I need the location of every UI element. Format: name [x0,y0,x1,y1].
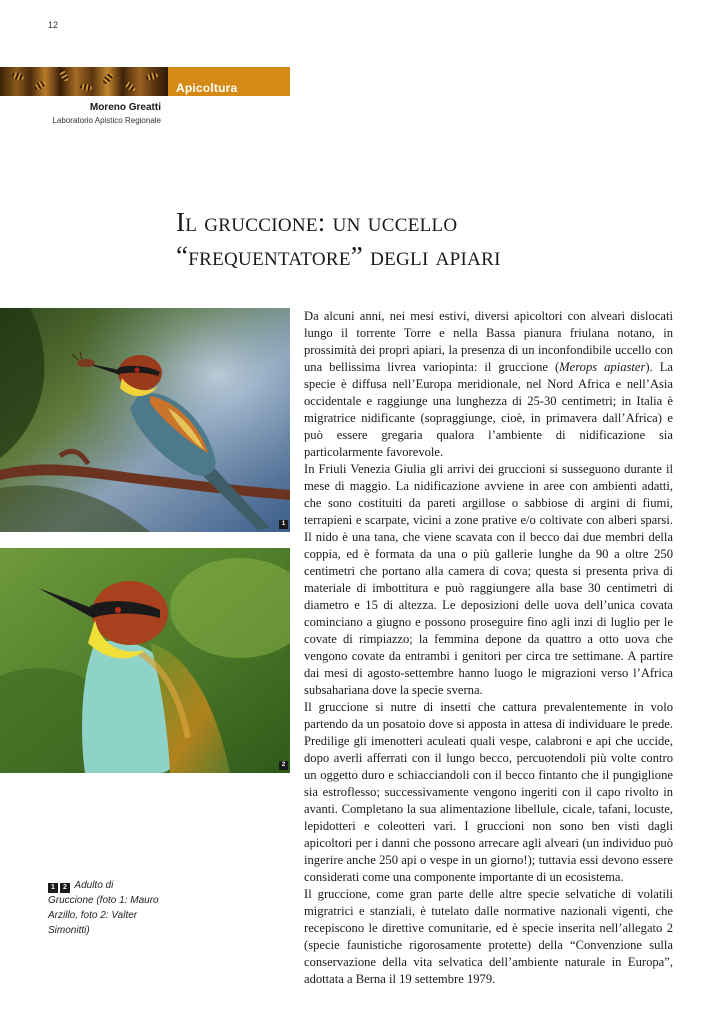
paragraph-3: Il gruccione si nutre di insetti che cattura prevalentemente in volo partendo da un posatoio dove si apposta in attesa di individuare le prede. Predilige gli imenotteri aculeati quali vespe, calabroni e api che uccide, dopo averli afferrati con il lungo becco, percuotendoli più volte contro un oggetto duro e schiacciandoli con il becco fintanto che il pungiglione sia estroflesso; successivamente vengono ingeriti con il capo rivolto in avanti. Completano la sua alimentazione libellule, cicale, tafani, locuste, lepidotteri e coleotteri vari. I gruccioni non sono ben visti dagli apicoltori per i danni che possono arrecare agli alveari (un individuo può ingerire anche 250 api o vespe in un giorno!); tuttavia essi devono essere considerati come una componente importante di un ecosistema. [304,700,673,884]
paragraph-1 [304,308,673,461]
article-title [176,205,501,273]
photo-bird-portrait [0,548,290,773]
author-name: Moreno Greatti [89,102,161,113]
caption-number-2: 2 [60,883,70,893]
author-affiliation: Laboratorio Apistico Regionale [52,116,161,125]
honeycomb-bee-banner [0,67,168,96]
photo-bird-on-branch [0,308,290,532]
photo-number-badge: 1 [279,520,288,529]
species-name: Merops apiaster [559,360,646,374]
bird-on-branch-image [0,308,290,532]
photo-caption [48,878,160,938]
title-line-1: Il gruccione: un uccello [176,207,458,237]
paragraph-1-text-a: Da alcuni anni, nei mesi estivi, diversi apicoltori con alveari dislocati lungo il torrente Torre e nella Bassa pianura friulana notano, in prossimità dei propri apiari, la presenza di un inconfondibile uccello con una bellissima livrea variopinta: il gruccione ( [304,309,673,374]
paragraph-2: In Friuli Venezia Giulia gli arrivi dei gruccioni si susseguono durante il mese di maggio. La nidificazione avviene in aree con ambienti adatti, che sono costituiti da pareti argillose o sabbiose di argini di fiumi, terrapieni e scarpate, vicini a zone prative e/o coltivate con alberi sparsi. Il nido è una tana, che viene scavata con il becco dai due membri della coppia, ed è formata da una o più gallerie lunghe da 90 a oltre 250 centimetri che portano alla camera di cova; questa si presenta priva di materiale di imbottitura e può raggiungere alla base 30 centimetri di diametro e 15 di altezza. Le deposizioni delle uova dell’unica covata cominciano a giugno e possono proseguire fino agli inzi di luglio per le covate di rimpiazzo; la femmina depone da quattro a otto uova che vengono covate da entrambi i genitori per circa tre settimane. A partire dai mesi di agosto-settembre hanno luogo le migrazioni verso l’Africa subsahariana dove la specie sverna. [304,462,673,697]
section-header [0,67,290,96]
bird-portrait-image [0,548,290,773]
caption-number-1: 1 [48,883,58,893]
page-number: 12 [48,20,59,30]
photo-number-badge: 2 [279,761,288,770]
paragraph-1-text-b: ). La specie è diffusa nell’Europa meridionale, nel Nord Africa e nell’Asia occidentale e raggiunge una lunghezza di 25-30 centimetri; in Italia è migratrice nidificante (sopraggiunge, cioè, in primavera dall’Africa) e può essere gregaria qualora l’ambiente di nidificazione sia particolarmente favorevole. [304,360,673,459]
section-label: Apicoltura [168,67,290,96]
caption-text: Adulto di Gruccione (foto 1: Mauro Arzillo, foto 2: Valter Simonitti) [48,880,159,936]
paragraph-4: Il gruccione, come gran parte delle altre specie selvatiche di volatili migratrici e stanziali, è tutelato dalle normative nazionali vigenti, che recepiscono le direttive comunitarie, ed è specie inserita nell’allegato 2 (specie faunistiche rigorosamente protette) della “Convenzione sulla conservazione della vita selvatica dell’ambiente naturale in Europa”, adottata a Berna il 19 settembre 1979. [304,887,673,986]
title-line-2: “frequentatore” degli apiari [176,241,501,271]
article-body [304,308,673,988]
